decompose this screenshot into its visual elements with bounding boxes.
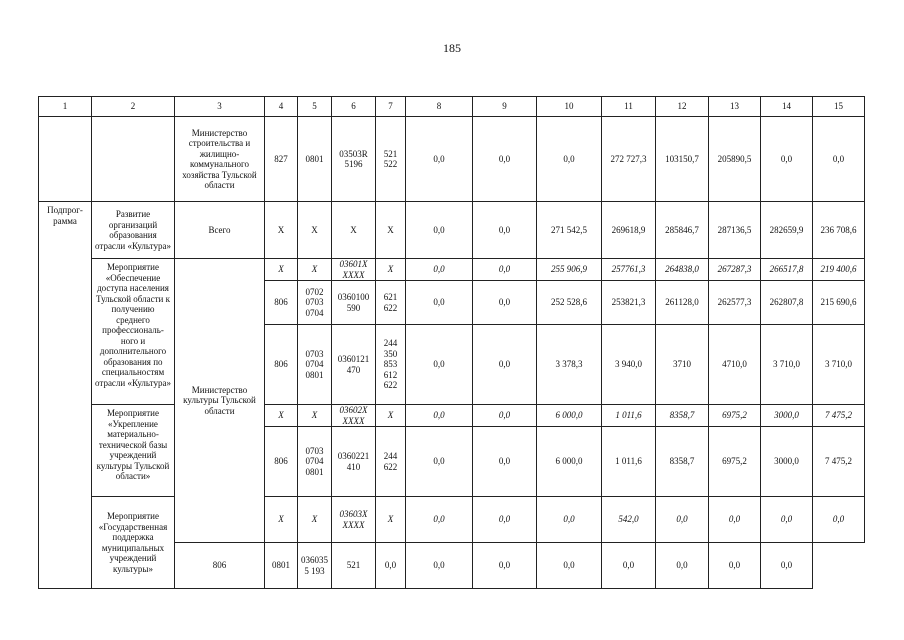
cell-program-name: Мероприятие «Укрепление материально-технической базы учреждений культуры Тульской области» (92, 405, 175, 497)
cell-col-7: 244 350 853 612 622 (376, 325, 406, 405)
cell-col-7: X (376, 202, 406, 259)
cell-col-11: 272 727,3 (602, 117, 656, 202)
cell-col-14: 282659,9 (761, 202, 813, 259)
cell-col-13: 6975,2 (709, 405, 761, 427)
cell-col-11: 269618,9 (602, 202, 656, 259)
cell-col-11: 3 940,0 (602, 325, 656, 405)
cell-col-6: 0360355 193 (298, 543, 332, 589)
column-header-1: 1 (39, 97, 92, 117)
cell-col-8: 0,0 (406, 281, 473, 325)
cell-col-15: 215 690,6 (813, 281, 865, 325)
cell-col-12: 3710 (656, 325, 709, 405)
cell-col-9: 0,0 (473, 325, 537, 405)
cell-col-15: 0,0 (761, 543, 813, 589)
cell-col-8: 0,0 (406, 117, 473, 202)
cell-col-15: 0,0 (813, 117, 865, 202)
cell-col-5: 0703 0704 0801 (298, 427, 332, 497)
cell-col-6: 0360221 410 (332, 427, 376, 497)
cell-col-8: 0,0 (406, 405, 473, 427)
cell-col-5: X (298, 405, 332, 427)
cell-col-7: X (376, 259, 406, 281)
cell-col-5: 0703 0704 0801 (298, 325, 332, 405)
cell-col-14: 0,0 (709, 543, 761, 589)
cell-col-12: 285846,7 (656, 202, 709, 259)
cell-col-6: 0360121 470 (332, 325, 376, 405)
cell-col-15: 7 475,2 (813, 405, 865, 427)
cell-program-name: Развитие организаций образования отрасли «Культура» (92, 202, 175, 259)
cell-col-11: 542,0 (602, 497, 656, 543)
cell-col-12: 0,0 (602, 543, 656, 589)
column-header-5: 5 (298, 97, 332, 117)
column-header-7: 7 (376, 97, 406, 117)
column-header-14: 14 (761, 97, 813, 117)
cell-executor: Министерство строительства и жилищно-коммунального хозяйства Тульской области (175, 117, 265, 202)
cell-col-8: 0,0 (406, 325, 473, 405)
cell-col-10: 0,0 (537, 117, 602, 202)
cell-col-8: 0,0 (406, 427, 473, 497)
column-header-11: 11 (602, 97, 656, 117)
column-header-9: 9 (473, 97, 537, 117)
column-header-15: 15 (813, 97, 865, 117)
column-header-8: 8 (406, 97, 473, 117)
cell-col-11: 253821,3 (602, 281, 656, 325)
cell-col-10: 271 542,5 (537, 202, 602, 259)
cell-col-6: 03603X XXXX (332, 497, 376, 543)
cell-col-4: X (265, 405, 298, 427)
cell-col-13: 262577,3 (709, 281, 761, 325)
cell-col-7: X (376, 405, 406, 427)
cell-col-6: X (332, 202, 376, 259)
cell-col-10: 0,0 (473, 543, 537, 589)
cell-col-5: 0801 (265, 543, 298, 589)
cell-col-5: 0801 (298, 117, 332, 202)
cell-col-12: 264838,0 (656, 259, 709, 281)
cell-col-13: 0,0 (656, 543, 709, 589)
cell-col-14: 3000,0 (761, 427, 813, 497)
cell-col-4: X (265, 202, 298, 259)
cell-col-10: 252 528,6 (537, 281, 602, 325)
cell-col-6: 03503R 5196 (332, 117, 376, 202)
column-header-12: 12 (656, 97, 709, 117)
cell-col-8: 0,0 (376, 543, 406, 589)
cell-col-13: 0,0 (709, 497, 761, 543)
cell-col-8: 0,0 (406, 202, 473, 259)
cell-executor: Министерство культуры Тульской области (175, 259, 265, 543)
cell-col-9: 0,0 (473, 405, 537, 427)
cell-col-14: 0,0 (761, 117, 813, 202)
cell-col-11: 257761,3 (602, 259, 656, 281)
cell-col-13: 267287,3 (709, 259, 761, 281)
cell-col-12: 8358,7 (656, 427, 709, 497)
cell-col-14: 262807,8 (761, 281, 813, 325)
cell-col-12: 8358,7 (656, 405, 709, 427)
cell-col-4: 806 (265, 427, 298, 497)
cell-col-4: 827 (265, 117, 298, 202)
cell-program-name: Мероприятие «Обеспечение доступа населения Тульской области к получению среднего профессиональ-ного и дополнительного образования по специальностям отрасли «Культура» (92, 259, 175, 405)
cell-col-10: 6 000,0 (537, 405, 602, 427)
cell-col-9: 0,0 (473, 117, 537, 202)
cell-col-7: X (376, 497, 406, 543)
cell-col-10: 3 378,3 (537, 325, 602, 405)
cell-col-13: 205890,5 (709, 117, 761, 202)
cell-col-15: 0,0 (813, 497, 865, 543)
column-header-10: 10 (537, 97, 602, 117)
cell-col-9: 0,0 (473, 281, 537, 325)
cell-col-4: X (265, 497, 298, 543)
cell-program-name: Мероприятие «Государственная поддержка муниципальных учреждений культуры» (92, 497, 175, 589)
column-header-3: 3 (175, 97, 265, 117)
cell-col-4: 806 (265, 281, 298, 325)
cell-col-12: 0,0 (656, 497, 709, 543)
cell-col-7: 521 (332, 543, 376, 589)
cell-col-13: 6975,2 (709, 427, 761, 497)
cell-col-5: X (298, 202, 332, 259)
cell-col-12: 261128,0 (656, 281, 709, 325)
cell-col-4: 806 (175, 543, 265, 589)
cell-col-6: 03601X XXXX (332, 259, 376, 281)
page-number: 185 (443, 41, 461, 55)
cell-col-9: 0,0 (473, 202, 537, 259)
cell-col-4: 806 (265, 325, 298, 405)
table-row (39, 202, 865, 259)
cell-col-7: 621 622 (376, 281, 406, 325)
table-header-row (39, 97, 865, 117)
cell-col-15: 7 475,2 (813, 427, 865, 497)
cell-col-6: 0360100 590 (332, 281, 376, 325)
cell-col-5: X (298, 259, 332, 281)
cell-number: Подпрог-рамма (39, 202, 92, 589)
column-header-13: 13 (709, 97, 761, 117)
cell-col-10: 255 906,9 (537, 259, 602, 281)
cell-col-9: 0,0 (473, 497, 537, 543)
cell-col-5: X (298, 497, 332, 543)
cell-executor: Всего (175, 202, 265, 259)
column-header-6: 6 (332, 97, 376, 117)
cell-col-4: X (265, 259, 298, 281)
table-row-subtotal (39, 405, 865, 427)
cell-col-15: 3 710,0 (813, 325, 865, 405)
cell-col-14: 0,0 (761, 497, 813, 543)
cell-col-14: 266517,8 (761, 259, 813, 281)
column-header-2: 2 (92, 97, 175, 117)
column-header-4: 4 (265, 97, 298, 117)
cell-col-10: 6 000,0 (537, 427, 602, 497)
cell-col-11: 1 011,6 (602, 405, 656, 427)
cell-col-7: 521 522 (376, 117, 406, 202)
cell-col-11: 0,0 (537, 543, 602, 589)
table-row-subtotal (39, 259, 865, 281)
cell-col-9: 0,0 (473, 427, 537, 497)
cell-col-12: 103150,7 (656, 117, 709, 202)
cell-col-8: 0,0 (406, 259, 473, 281)
budget-table (38, 96, 865, 589)
cell-number (39, 117, 92, 202)
cell-col-10: 0,0 (537, 497, 602, 543)
cell-col-13: 4710,0 (709, 325, 761, 405)
cell-program-name (92, 117, 175, 202)
cell-col-13: 287136,5 (709, 202, 761, 259)
cell-col-8: 0,0 (406, 497, 473, 543)
cell-col-5: 0702 0703 0704 (298, 281, 332, 325)
cell-col-15: 236 708,6 (813, 202, 865, 259)
table-row (39, 117, 865, 202)
cell-col-6: 03602X XXXX (332, 405, 376, 427)
cell-col-15: 219 400,6 (813, 259, 865, 281)
cell-col-9: 0,0 (406, 543, 473, 589)
table-row-subtotal (39, 497, 865, 543)
cell-col-11: 1 011,6 (602, 427, 656, 497)
cell-col-9: 0,0 (473, 259, 537, 281)
cell-col-7: 244 622 (376, 427, 406, 497)
cell-col-14: 3 710,0 (761, 325, 813, 405)
cell-col-14: 3000,0 (761, 405, 813, 427)
